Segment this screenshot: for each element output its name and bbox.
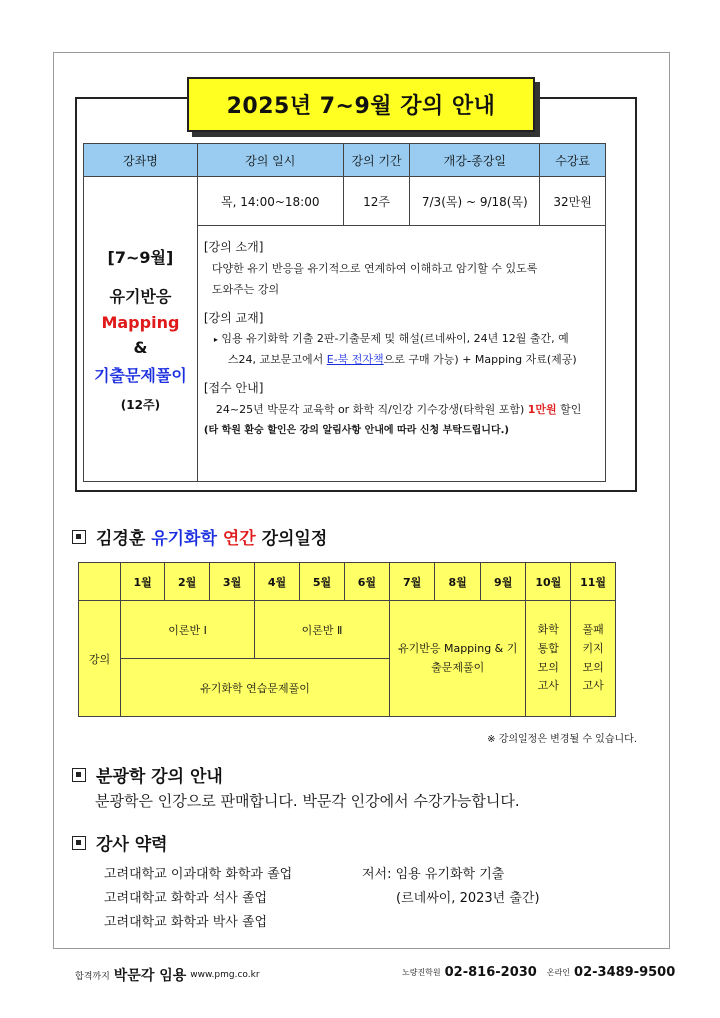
cell-fee: 32만원 [540, 177, 606, 226]
intro-heading: [강의 소개] [203, 240, 264, 254]
footer-contacts: 노량진학원 02-816-2030 온라인 02-3489-9500 [402, 965, 676, 980]
brand-logo: 박문각 임용 [113, 968, 187, 984]
ebook-link[interactable]: E-북 전자책 [326, 353, 384, 367]
course-name-1: 유기반응 [109, 287, 172, 306]
month-3: 3월 [210, 563, 255, 601]
cell-dates: 7/3(목) ~ 9/18(목) [410, 177, 540, 226]
row-label: 강의 [79, 601, 121, 717]
header-dates: 개강-종강일 [410, 144, 540, 177]
month-9: 9월 [480, 563, 526, 601]
book-text-1: ▸ 임용 유기화학 기출 2판-기출문제 및 해설(르네싸이, 24년 12월 출간, 예 [213, 332, 569, 346]
header-period: 강의 기간 [343, 144, 410, 177]
bk-text: 분광학은 인강으로 판매합니다. 박문각 인강에서 수강가능합니다. [95, 792, 520, 810]
phone-1[interactable]: 02-816-2030 [444, 965, 537, 980]
course-name-3: 기출문제풀이 [94, 366, 187, 385]
registration-note: (타 학원 환승 할인은 강의 알림사항 안내에 따라 신청 부탁드립니다.) [203, 424, 509, 436]
book-heading: [강의 교재] [203, 310, 264, 325]
book-title: 저서: 임용 유기화학 기출 [362, 867, 505, 882]
cell-time: 목, 14:00~18:00 [197, 177, 343, 226]
course-name-amp: & [133, 338, 148, 357]
footer-brand [75, 965, 260, 985]
book-publisher: (르네싸이, 2023년 출간) [396, 891, 540, 906]
month-1: 1월 [121, 563, 165, 601]
intro-text-2: 도와주는 강의 [211, 282, 280, 296]
page-title: 2025년 7~9월 강의 안내 [187, 77, 535, 132]
career-heading: 강사 약력 [72, 830, 168, 855]
final-mock-exam: 풀패 키지 모의 고사 [571, 601, 616, 717]
header-course: 강좌명 [84, 144, 198, 177]
footer-tagline: 합격까지 [75, 971, 110, 982]
intro-text-1: 다양한 유기 반응을 유기적으로 연계하여 이해하고 암기할 수 있도록 [211, 261, 538, 275]
course-description [197, 226, 605, 482]
course-name-cell [84, 177, 198, 482]
bullet-icon: ▸ [213, 335, 218, 345]
cell-period: 12주 [343, 177, 410, 226]
career-item-3: 고려대학교 화학과 박사 졸업 [104, 915, 268, 930]
month-8: 8월 [435, 563, 481, 601]
course-name-2: Mapping [101, 313, 180, 332]
month-10: 10월 [526, 563, 571, 601]
course-term: [7~9월] [107, 248, 174, 267]
month-6: 6월 [344, 563, 389, 601]
month-5: 5월 [300, 563, 345, 601]
checkbox-square-icon [72, 836, 86, 850]
discount-amount: 1만원 [527, 402, 557, 416]
schedule-note: ※ 강의일정은 변경될 수 있습니다. [487, 734, 637, 745]
chem-mock-exam: 화학 통합 모의 고사 [526, 601, 571, 717]
checkbox-square-icon [72, 768, 86, 782]
schedule-table [78, 562, 616, 717]
checkbox-square-icon [72, 530, 86, 544]
schedule-corner [79, 563, 121, 601]
book-text-2: 스24, 교보문고에서 E-북 전자책으로 구매 가능) + Mapping 자료(제공) [227, 353, 577, 367]
month-4: 4월 [255, 563, 300, 601]
registration-text: 24~25년 박문각 교육학 or 화학 직/인강 기수강생(타학원 포함) 1만원 할인 [215, 402, 582, 416]
phone-2[interactable]: 02-3489-9500 [574, 965, 676, 980]
month-11: 11월 [571, 563, 616, 601]
theory-1: 이론반 Ⅰ [121, 601, 255, 659]
career-item-1: 고려대학교 이과대학 화학과 졸업 [104, 867, 293, 882]
month-7: 7월 [389, 563, 435, 601]
schedule-heading: 김경훈 유기화학 연간 강의일정 [72, 524, 327, 549]
theory-2: 이론반 Ⅱ [255, 601, 390, 659]
course-duration: (12주) [120, 398, 161, 412]
mapping-course: 유기반응 Mapping & 기출문제풀이 [389, 601, 526, 717]
course-info-table [83, 143, 606, 482]
footer-url[interactable]: www.pmg.co.kr [190, 970, 260, 980]
practice-course: 유기화학 연습문제풀이 [121, 659, 390, 717]
bk-heading: 분광학 강의 안내 [72, 762, 223, 787]
month-2: 2월 [165, 563, 210, 601]
career-item-2: 고려대학교 화학과 석사 졸업 [104, 891, 268, 906]
header-fee: 수강료 [540, 144, 606, 177]
registration-heading: [접수 안내] [203, 381, 264, 396]
header-time: 강의 일시 [197, 144, 343, 177]
